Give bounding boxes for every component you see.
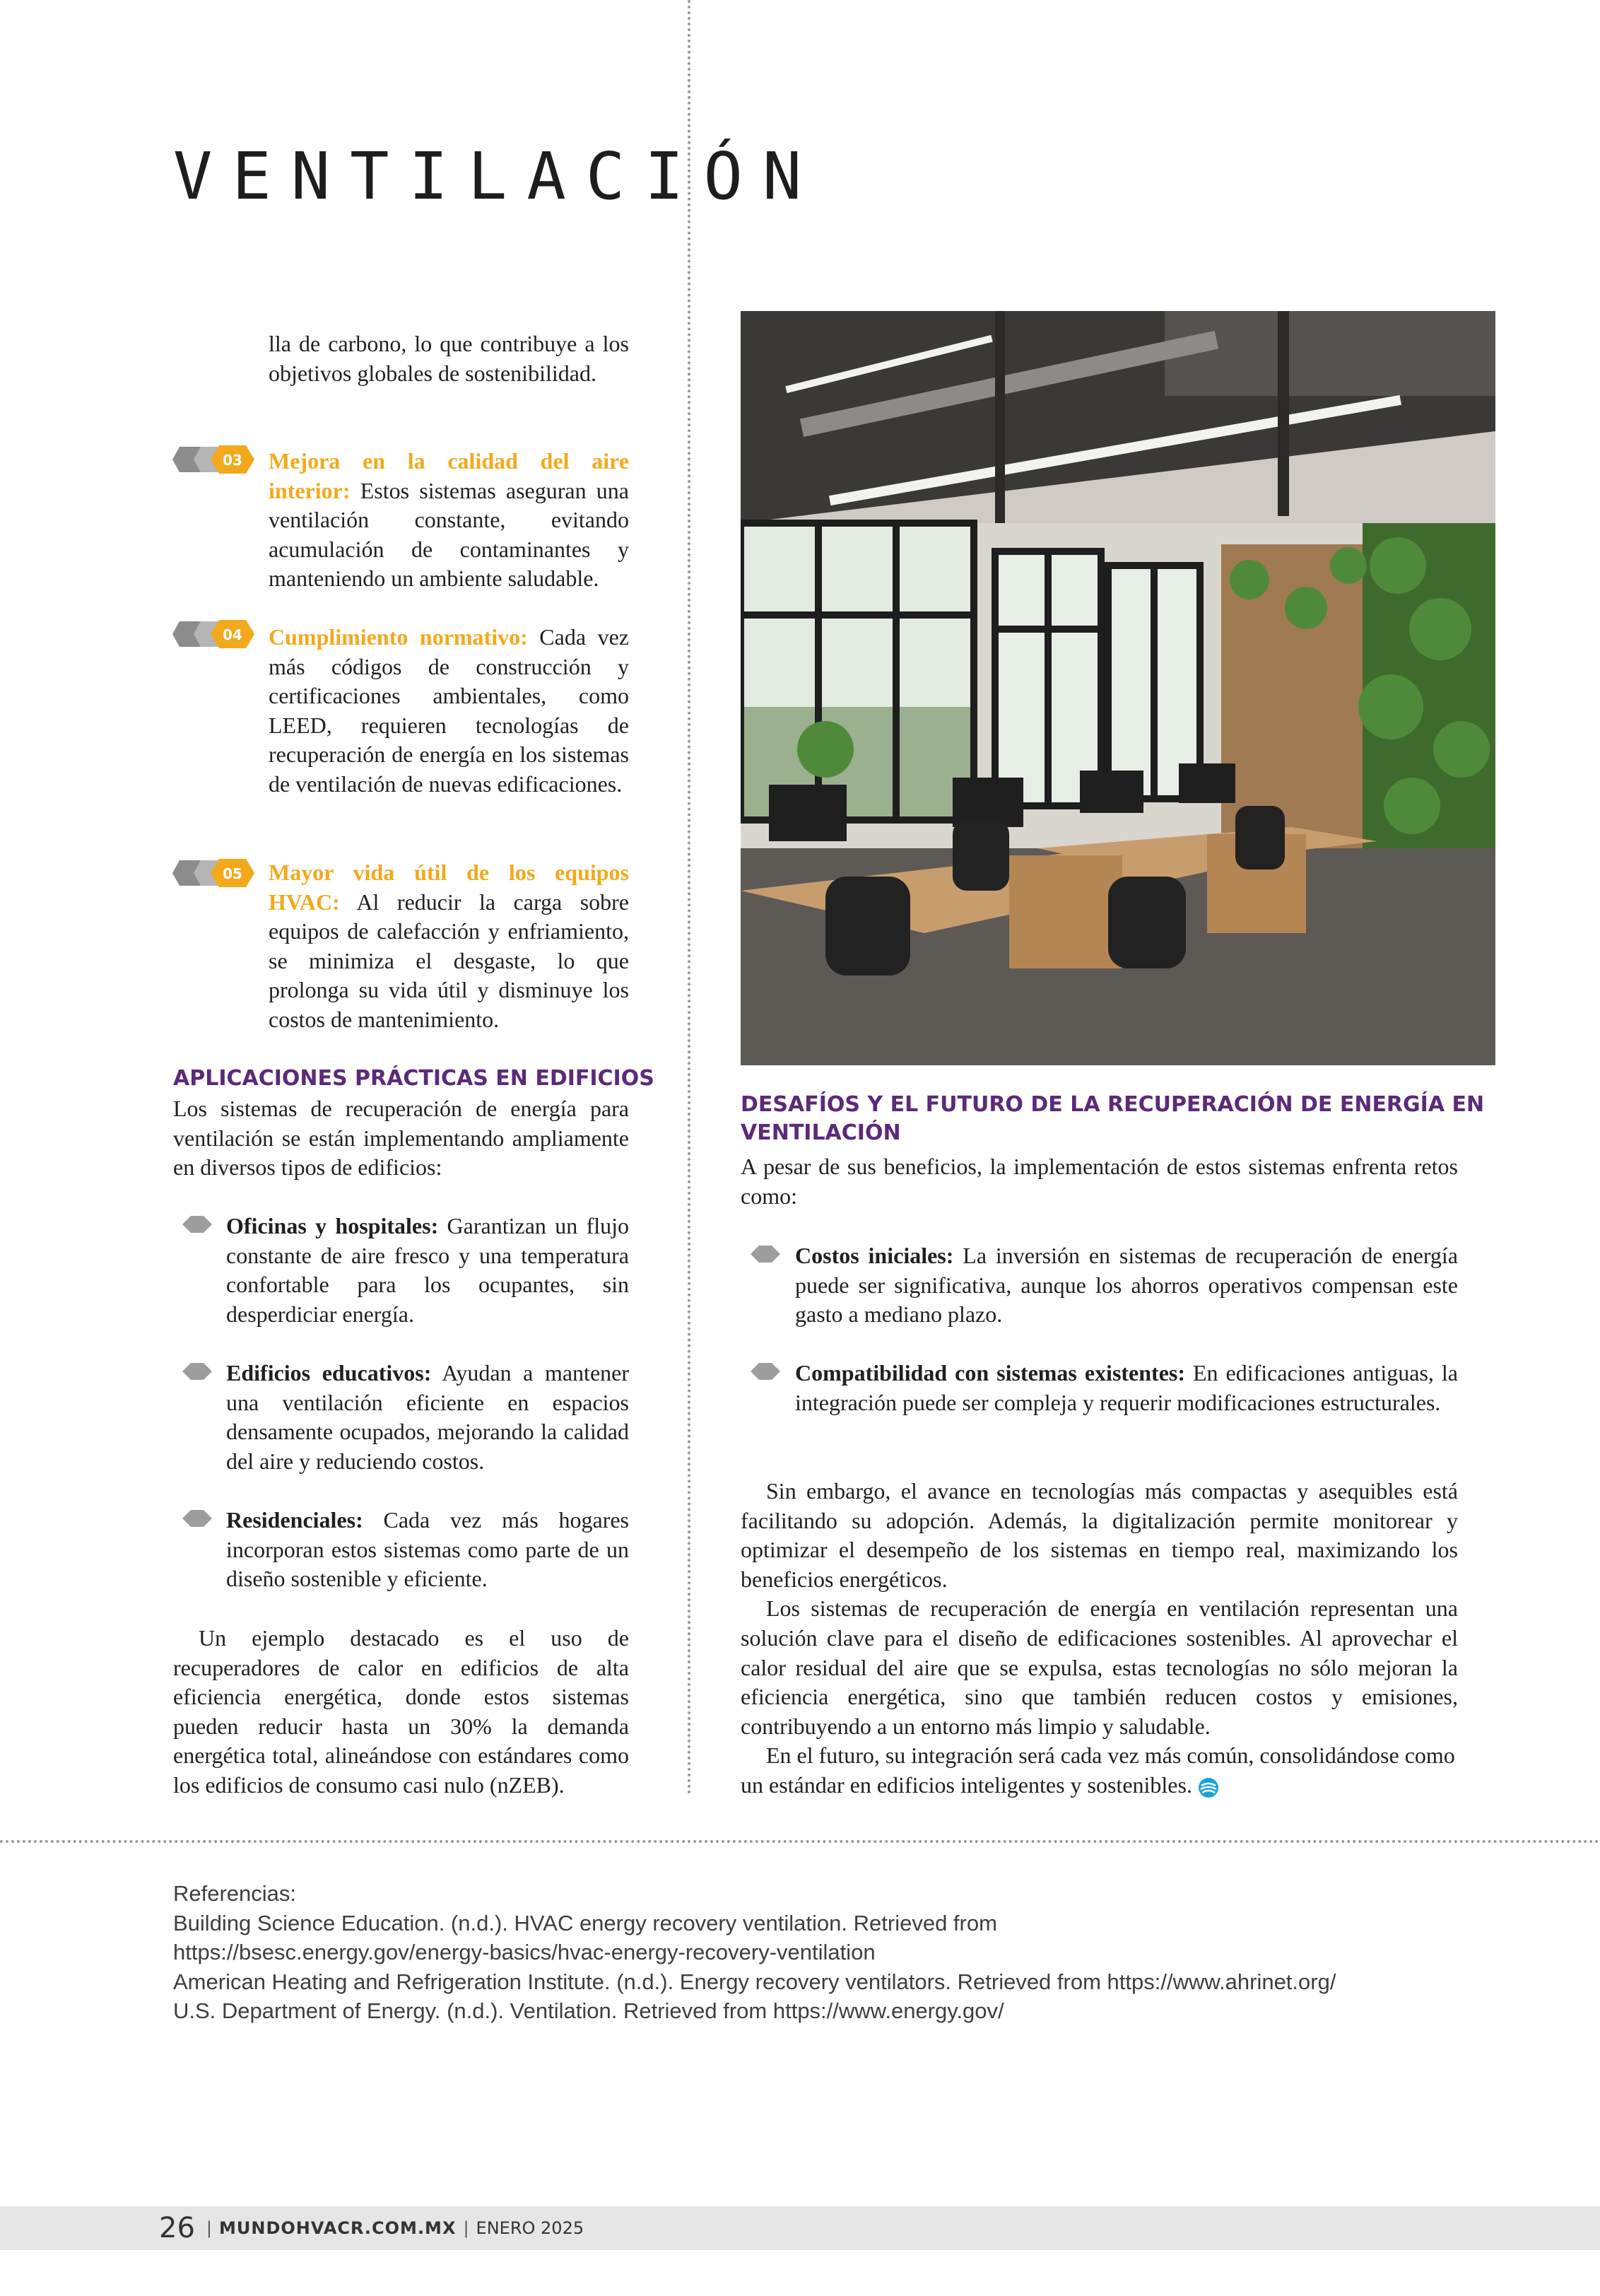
closing-paragraph: En el futuro, su integración será cada vez más común, consolidándose como un estándar en edificios inteligentes y sostenibles.: [741, 1742, 1455, 1798]
numbered-item-text: Cada vez más códigos de construcción y certificaciones ambientales, como LEED, requieren tecnologías de recuperación de energía en los sistemas de ventilación de nuevas edificaciones.: [269, 624, 629, 797]
footer-issue: ENERO 2025: [476, 2218, 584, 2238]
list-item-title: Oficinas y hospitales:: [226, 1213, 439, 1238]
list-item-text: Cada vez más hogares incorporan estos sistemas como parte de un diseño sostenible y eficiente.: [226, 1507, 629, 1592]
numbered-item: [269, 858, 629, 1035]
applications-heading: APLICACIONES PRÁCTICAS EN EDIFICIOS: [173, 1066, 654, 1091]
diamond-bullet-icon: [751, 1246, 780, 1263]
list-item-title: Residenciales:: [226, 1507, 363, 1533]
list-item-title: Edificios educativos:: [226, 1360, 432, 1386]
reference-item: U.S. Department of Energy. (n.d.). Ventilation. Retrieved from https://www.energy.gov/: [173, 1998, 1004, 2024]
numbered-item-title: Mayor vida útil de los equipos HVAC:: [269, 860, 629, 915]
list-item: [226, 1212, 629, 1329]
references-divider: [0, 1840, 1600, 1843]
list-item: [795, 1359, 1458, 1417]
list-item-text: En edificaciones antiguas, la integración puede ser compleja y requerir modificaciones estructurales.: [795, 1360, 1459, 1415]
challenges-heading: DESAFÍOS Y EL FUTURO DE LA RECUPERACIÓN DE ENERGÍA EN VENTILACIÓN: [741, 1092, 1485, 1145]
footer-site: MUNDOHVACR.COM.MX: [219, 2218, 457, 2238]
footer-separator: |: [463, 2218, 469, 2238]
intro-text-block: [269, 329, 629, 388]
end-mark-icon: [1198, 1777, 1219, 1798]
applications-intro: Los sistemas de recuperación de energía para ventilación se están implementando ampliamente en diversos tipos de edificios:: [173, 1096, 629, 1181]
numbered-item-title: Mejora en la calidad del aire interior:: [269, 448, 629, 503]
numbered-item-text: Estos sistemas aseguran una ventilación constante, evitando acumulación de contaminantes y manteniendo un ambiente saludable.: [269, 477, 629, 592]
list-item-text: La inversión en sistemas de recuperación de energía puede ser significativa, aunque los ahorros operativos compensan este gasto a mediano plazo.: [795, 1243, 1459, 1328]
closing-paragraph: Los sistemas de recuperación de energía en ventilación representan una solución clave para el diseño de edificaciones sostenibles. Al aprovechar el calor residual del aire que se expulsa, estas tecnologías no sólo mejoran la eficiencia energética, sino que también reducen costos y emisiones, contribuyendo a un entorno más limpio y saludable.: [741, 1595, 1458, 1739]
column-divider: [688, 0, 690, 1796]
challenges-intro: A pesar de sus beneficios, la implementación de estos sistemas enfrenta retos como:: [741, 1154, 1458, 1209]
reference-item: Building Science Education. (n.d.). HVAC energy recovery ventilation. Retrieved from https://bsesc.energy.gov/energy-basics/hvac-energy-recovery-ventilation: [173, 1910, 997, 1965]
hexagon-badge-icon: [172, 619, 256, 649]
list-item-text: Garantizan un flujo constante de aire fresco y una temperatura confortable para los ocupantes, sin desperdiciar energía.: [226, 1213, 630, 1327]
diamond-bullet-icon: [751, 1363, 780, 1380]
diamond-bullet-icon: [182, 1363, 212, 1380]
footer-separator: |: [206, 2218, 212, 2238]
example-paragraph-block: [173, 1624, 629, 1800]
closing-paragraph: Sin embargo, el avance en tecnologías más compactas y asequibles está facilitando su adopción. Además, la digitalización permite monitorear y optimizar el desempeño de los sistemas en tiempo real, maximizando los beneficios energéticos.: [741, 1478, 1458, 1592]
office-photo: [741, 311, 1495, 1065]
diamond-bullet-icon: [182, 1510, 212, 1527]
references: [173, 1879, 1473, 2026]
list-item-title: Compatibilidad con sistemas existentes:: [795, 1360, 1186, 1386]
list-item-text: Ayudan a mantener una ventilación eficiente en espacios densamente ocupados, mejorando la calidad del aire y reduciendo costos.: [226, 1360, 630, 1474]
footer: [159, 2210, 584, 2247]
list-item: [795, 1241, 1458, 1330]
numbered-item: [269, 623, 629, 800]
badge-number: 04: [223, 626, 242, 643]
list-item: [226, 1506, 629, 1594]
list-item: [226, 1359, 629, 1476]
hexagon-badge-icon: [172, 858, 256, 888]
badge-number: 05: [223, 865, 242, 882]
page-number: 26: [159, 2212, 195, 2244]
section-title: VENTILACIÓN: [173, 139, 822, 214]
list-item-title: Costos iniciales:: [795, 1243, 954, 1268]
diamond-bullet-icon: [182, 1216, 212, 1233]
badge-number: 03: [223, 452, 242, 469]
example-paragraph: Un ejemplo destacado es el uso de recuperadores de calor en edificios de alta eficiencia energética, donde estos sistemas pueden reducir hasta un 30% la demanda energética total, alineándose con estándares como los edificios de consumo casi nulo (nZEB).: [173, 1625, 629, 1798]
applications-intro-block: [173, 1094, 629, 1183]
intro-text: lla de carbono, lo que contribuye a los objetivos globales de sostenibilidad.: [269, 331, 629, 386]
reference-item: American Heating and Refrigeration Institute. (n.d.). Energy recovery ventilators. Retrieved from https://www.ahrinet.org/: [173, 1969, 1336, 1994]
hexagon-badge-icon: [172, 445, 256, 474]
numbered-item-title: Cumplimiento normativo:: [269, 624, 528, 650]
references-heading: Referencias:: [173, 1881, 297, 1906]
numbered-item-text: Al reducir la carga sobre equipos de calefacción y enfriamiento, se minimiza el desgaste, lo que prolonga su vida útil y disminuye los costos de mantenimiento.: [269, 889, 629, 1032]
numbered-item: [269, 447, 629, 594]
closing-text-block: [741, 1477, 1458, 1800]
challenges-intro-block: [741, 1152, 1458, 1211]
